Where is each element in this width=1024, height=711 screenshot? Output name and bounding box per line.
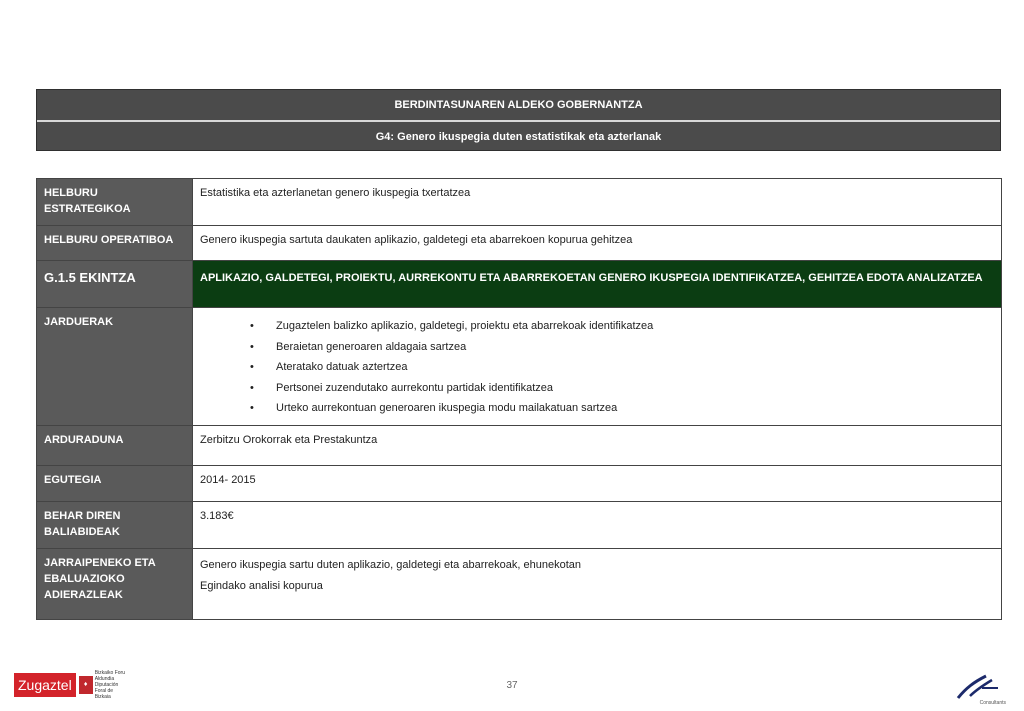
header-title: BERDINTASUNAREN ALDEKO GOBERNANTZA <box>394 99 643 111</box>
row-responsible <box>37 425 1002 465</box>
calendar-label: EGUTEGIA <box>37 465 193 501</box>
row-resources <box>37 501 1002 548</box>
resources-value: 3.183€ <box>193 501 1002 548</box>
action-label: G.1.5 EKINTZA <box>37 261 193 308</box>
calendar-value: 2014- 2015 <box>193 465 1002 501</box>
strategic-goal-label: HELBURU ESTRATEGIKOA <box>37 179 193 226</box>
list-item: • Zugaztelen balizko aplikazio, galdetegi, proiektu eta abarrekoak identifikatzea <box>276 316 994 337</box>
row-operational-goal <box>37 226 1002 261</box>
row-indicators <box>37 548 1002 619</box>
row-action <box>37 261 1002 308</box>
section-header <box>36 89 1001 151</box>
row-strategic-goal <box>37 179 1002 226</box>
consultants-text: Consultants <box>979 700 1006 706</box>
list-item: • Pertsonei zuzendutako aurrekontu partidak identifikatzea <box>276 378 994 399</box>
list-item: • Ateratako datuak aztertzea <box>276 357 994 378</box>
list-item: • Beraietan generoaren aldagaia sartzea <box>276 337 994 358</box>
list-item: • Urteko aurrekontuan generoaren ikuspegia modu mailakatuan sartzea <box>276 398 994 419</box>
indicator-item: Egindako analisi kopurua <box>200 579 323 592</box>
row-activities <box>37 308 1002 426</box>
operational-goal-label: HELBURU OPERATIBOA <box>37 226 193 261</box>
action-value: APLIKAZIO, GALDETEGI, PROIEKTU, AURREKONTU ETA ABARREKOETAN GENERO IKUSPEGIA IDENTIFIKATZEA, GEHITZEA EDOTA ANALIZATZEA <box>193 261 1002 308</box>
activities-list <box>200 316 994 419</box>
indicators-value <box>193 548 1002 619</box>
indicators-label: JARRAIPENEKO ETA EBALUAZIOKO ADIERAZLEAK <box>37 548 193 619</box>
zugaztel-logo: Zugaztel <box>14 673 76 697</box>
indicator-item: Genero ikuspegia sartu duten aplikazio, galdetegi eta abarrekoak, ehunekotan <box>200 558 581 571</box>
activities-label: JARDUERAK <box>37 308 193 426</box>
resources-label: BEHAR DIREN BALIABIDEAK <box>37 501 193 548</box>
bfa-crest-icon: ♦ <box>79 676 93 694</box>
row-calendar <box>37 465 1002 501</box>
operational-goal-value: Genero ikuspegia sartuta daukaten aplikazio, galdetegi eta abarrekoen kopurua gehitzea <box>193 226 1002 261</box>
action-sheet-table <box>36 178 1002 620</box>
consultants-logo <box>952 668 1008 706</box>
activities-value <box>193 308 1002 426</box>
page-number: 37 <box>506 680 518 691</box>
strategic-goal-value: Estatistika eta azterlanetan genero ikuspegia txertatzea <box>193 179 1002 226</box>
header-subtitle: G4: Genero ikuspegia duten estatistikak eta azterlanak <box>375 131 662 143</box>
bfa-logo-text: Bizkaiko Foru Aldundia Diputación Foral de Bizkaia <box>94 669 125 700</box>
responsible-value: Zerbitzu Orokorrak eta Prestakuntza <box>193 425 1002 465</box>
responsible-label: ARDURADUNA <box>37 425 193 465</box>
